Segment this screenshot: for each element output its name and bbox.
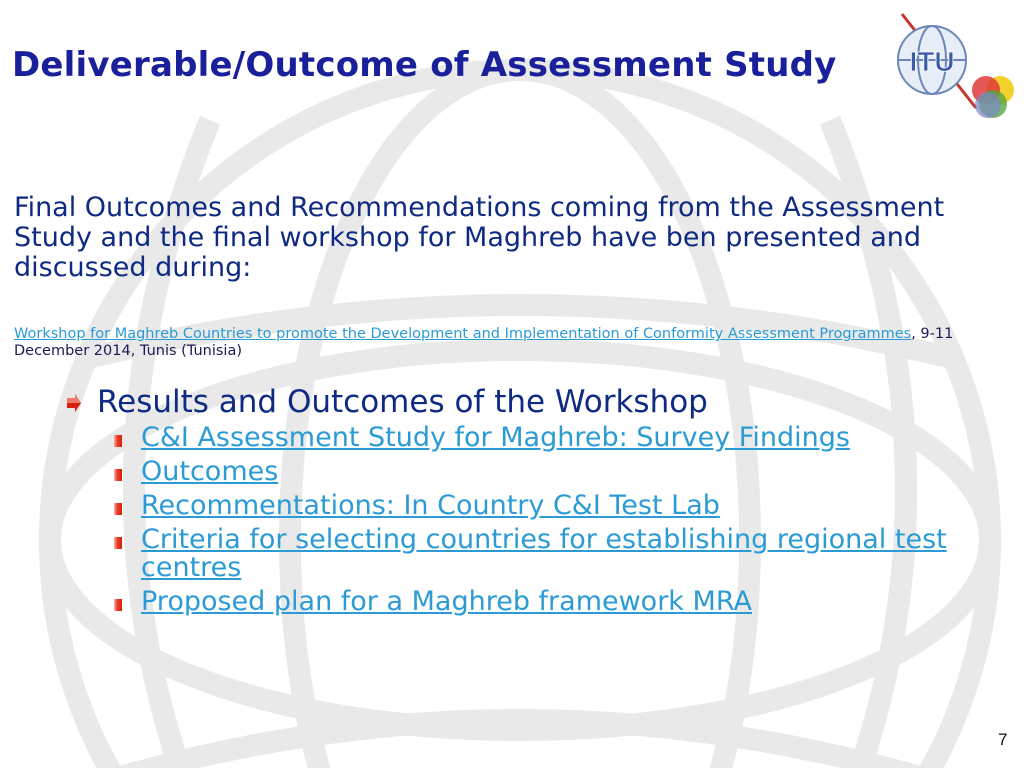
framework-mra-link[interactable]: Proposed plan for a Maghreb framework MRA — [141, 586, 752, 617]
main-bullet-label: Results and Outcomes of the Workshop — [97, 384, 708, 420]
sub-bullet-item — [114, 458, 1004, 486]
sub-bullet-item — [114, 588, 1004, 616]
square-bullet-icon — [114, 599, 122, 611]
arrow-bullet-icon — [66, 394, 82, 412]
square-bullet-icon — [114, 537, 122, 549]
square-bullet-icon — [114, 435, 122, 447]
intro-paragraph: Final Outcomes and Recommendations coming from the Assessment Study and the final workshop for Maghreb have ben presented and discussed during: — [14, 192, 945, 283]
square-bullet-icon — [114, 469, 122, 481]
square-bullet-icon — [114, 503, 122, 515]
workshop-reference — [14, 326, 1004, 360]
criteria-link[interactable]: Criteria for selecting countries for establishing regional test centres — [141, 524, 947, 583]
logo-text: ITU — [909, 46, 955, 77]
recommendations-link[interactable]: Recommentations: In Country C&I Test Lab — [141, 490, 720, 521]
slide-title: Deliverable/Outcome of Assessment Study — [12, 45, 837, 85]
main-bullet — [66, 383, 708, 421]
sub-bullet-item — [114, 526, 1004, 582]
survey-findings-link[interactable]: C&I Assessment Study for Maghreb: Survey Findings — [141, 422, 850, 453]
sub-bullet-item — [114, 424, 1004, 452]
page-number: 7 — [998, 730, 1008, 749]
workshop-date-location: , 9-11 December 2014, Tunis (Tunisia) — [14, 326, 954, 359]
sub-bullet-list — [114, 424, 1004, 622]
outcomes-link[interactable]: Outcomes — [141, 456, 279, 487]
itu-logo — [888, 8, 1018, 126]
workshop-link[interactable]: Workshop for Maghreb Countries to promote the Development and Implementation of Conformity Assessment Programmes — [14, 326, 912, 342]
sub-bullet-item — [114, 492, 1004, 520]
